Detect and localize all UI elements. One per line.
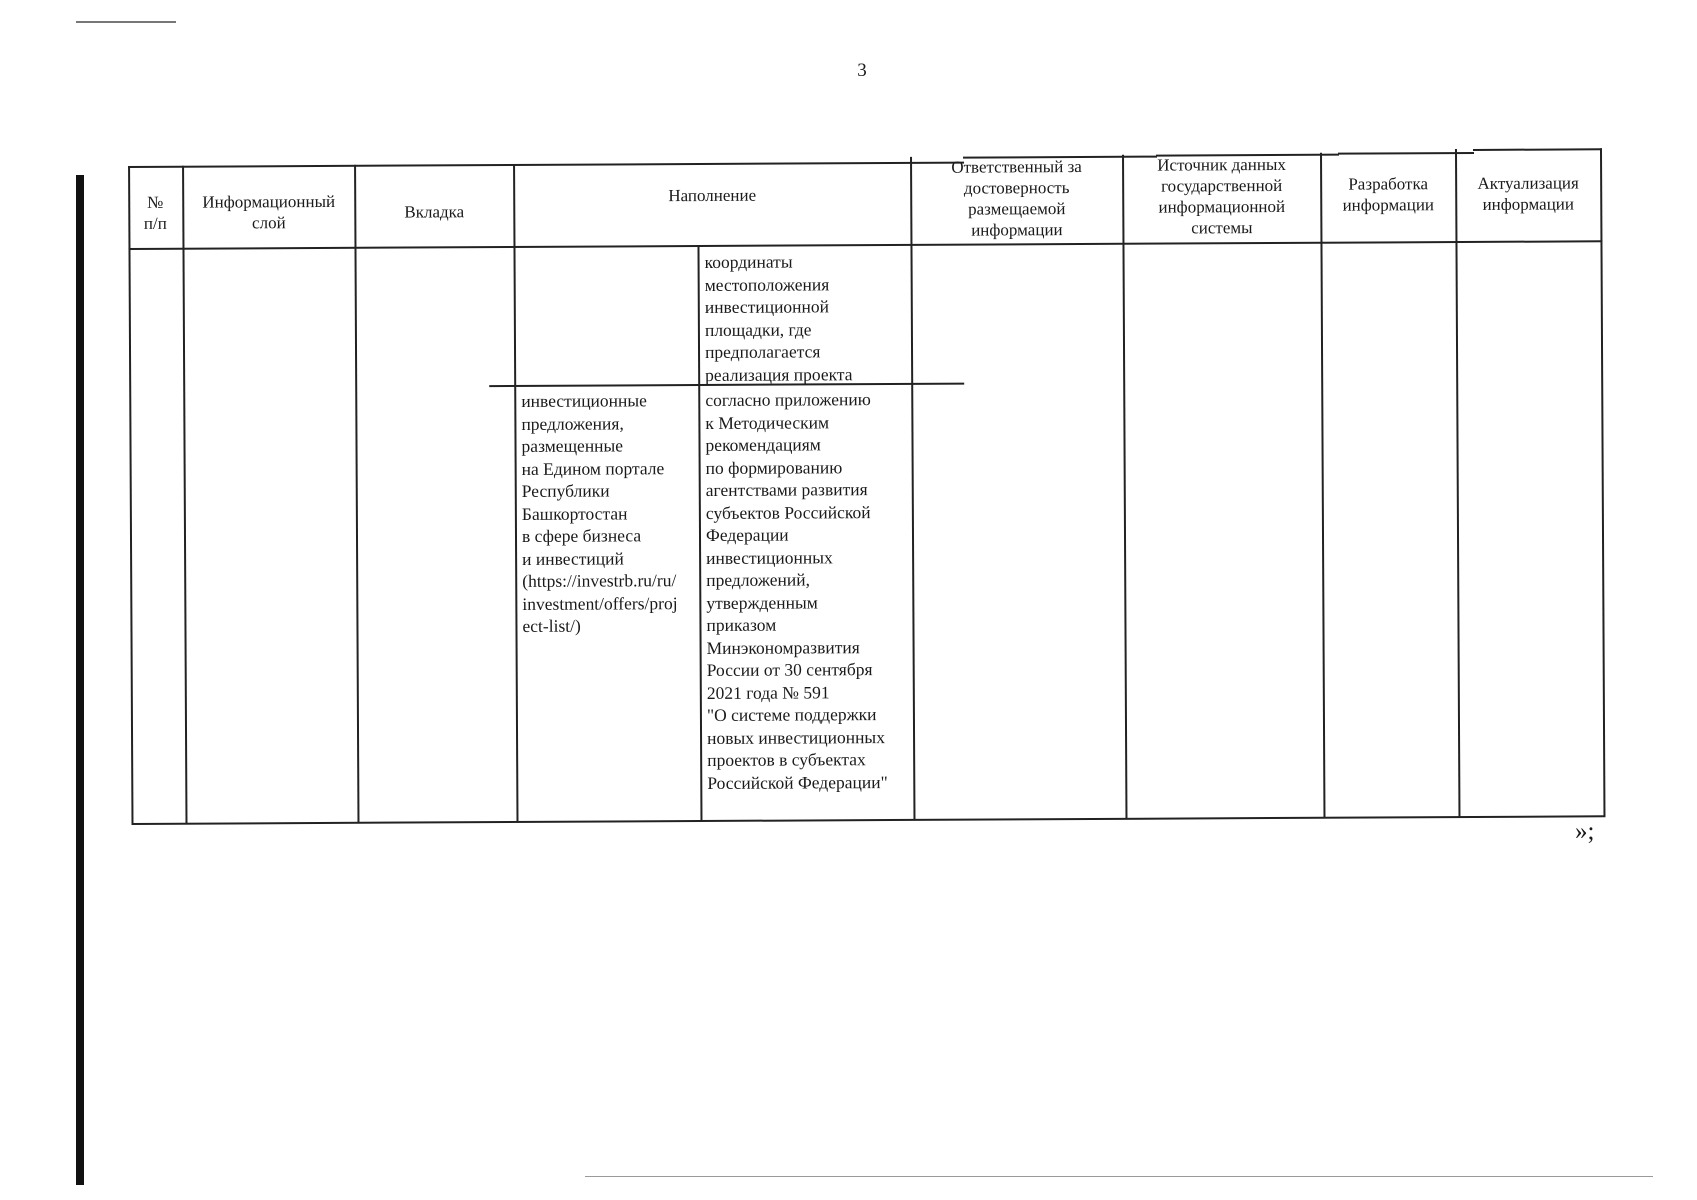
header-source (1123, 153, 1320, 240)
header-tab (355, 176, 513, 247)
header-num-text: № п/п (143, 192, 167, 233)
header-development (1321, 151, 1455, 238)
header-layer-text: Информационный слой (202, 191, 336, 233)
header-responsible (911, 155, 1122, 242)
column-border (354, 165, 359, 823)
page-number: 3 (857, 60, 867, 81)
information-layers-table (128, 148, 1605, 825)
table-bottom-border (131, 815, 1605, 824)
content-subcolumn-border (697, 246, 702, 821)
header-update (1456, 150, 1600, 237)
column-border (1455, 149, 1460, 817)
header-source-text: Источник данных государственной информационной системы (1157, 154, 1286, 238)
header-layer (183, 177, 354, 248)
header-num (128, 178, 182, 248)
closing-quote-mark: »; (1575, 818, 1595, 845)
row1-content-right: координаты местоположения инвестиционной площадки, где предполагается реализация проекта (704, 251, 853, 385)
row2-content-left: инвестиционные предложения, размещенные на Едином портале Республики Башкортостан в сфере бизнеса и инвестиций (https://investrb.ru/ru/ investment/offers/proj ect-list/) (521, 390, 678, 636)
header-tab-text: Вкладка (404, 201, 465, 222)
scan-artifact-bottom-line (585, 1176, 1653, 1177)
column-border (1320, 153, 1325, 818)
column-border (513, 164, 518, 822)
column-border (128, 166, 133, 824)
column-border (1122, 155, 1127, 819)
header-content (514, 160, 910, 230)
row2-content-right: согласно приложению к Методическим рекомендациям по формированию агентствами развития субъектов Российской Федерации инвестиционных предложений, утвержденным приказом Минэкономразвития России от 30 сентября 2021 года № 591 "О системе поддержки новых инвестиционных проектов в субъектах Российской Федерации" (705, 389, 888, 793)
header-update-text: Актуализация информации (1477, 173, 1579, 214)
column-border (182, 166, 187, 824)
header-content-text: Наполнение (668, 185, 757, 205)
header-responsible-text: Ответственный за достоверность размещаемой информации (951, 157, 1082, 240)
scan-artifact-left-edge (76, 175, 84, 1185)
column-border (1600, 148, 1605, 816)
scan-artifact-top-line (76, 21, 176, 23)
header-development-text: Разработка информации (1342, 174, 1435, 215)
row1-content-left (521, 251, 697, 252)
